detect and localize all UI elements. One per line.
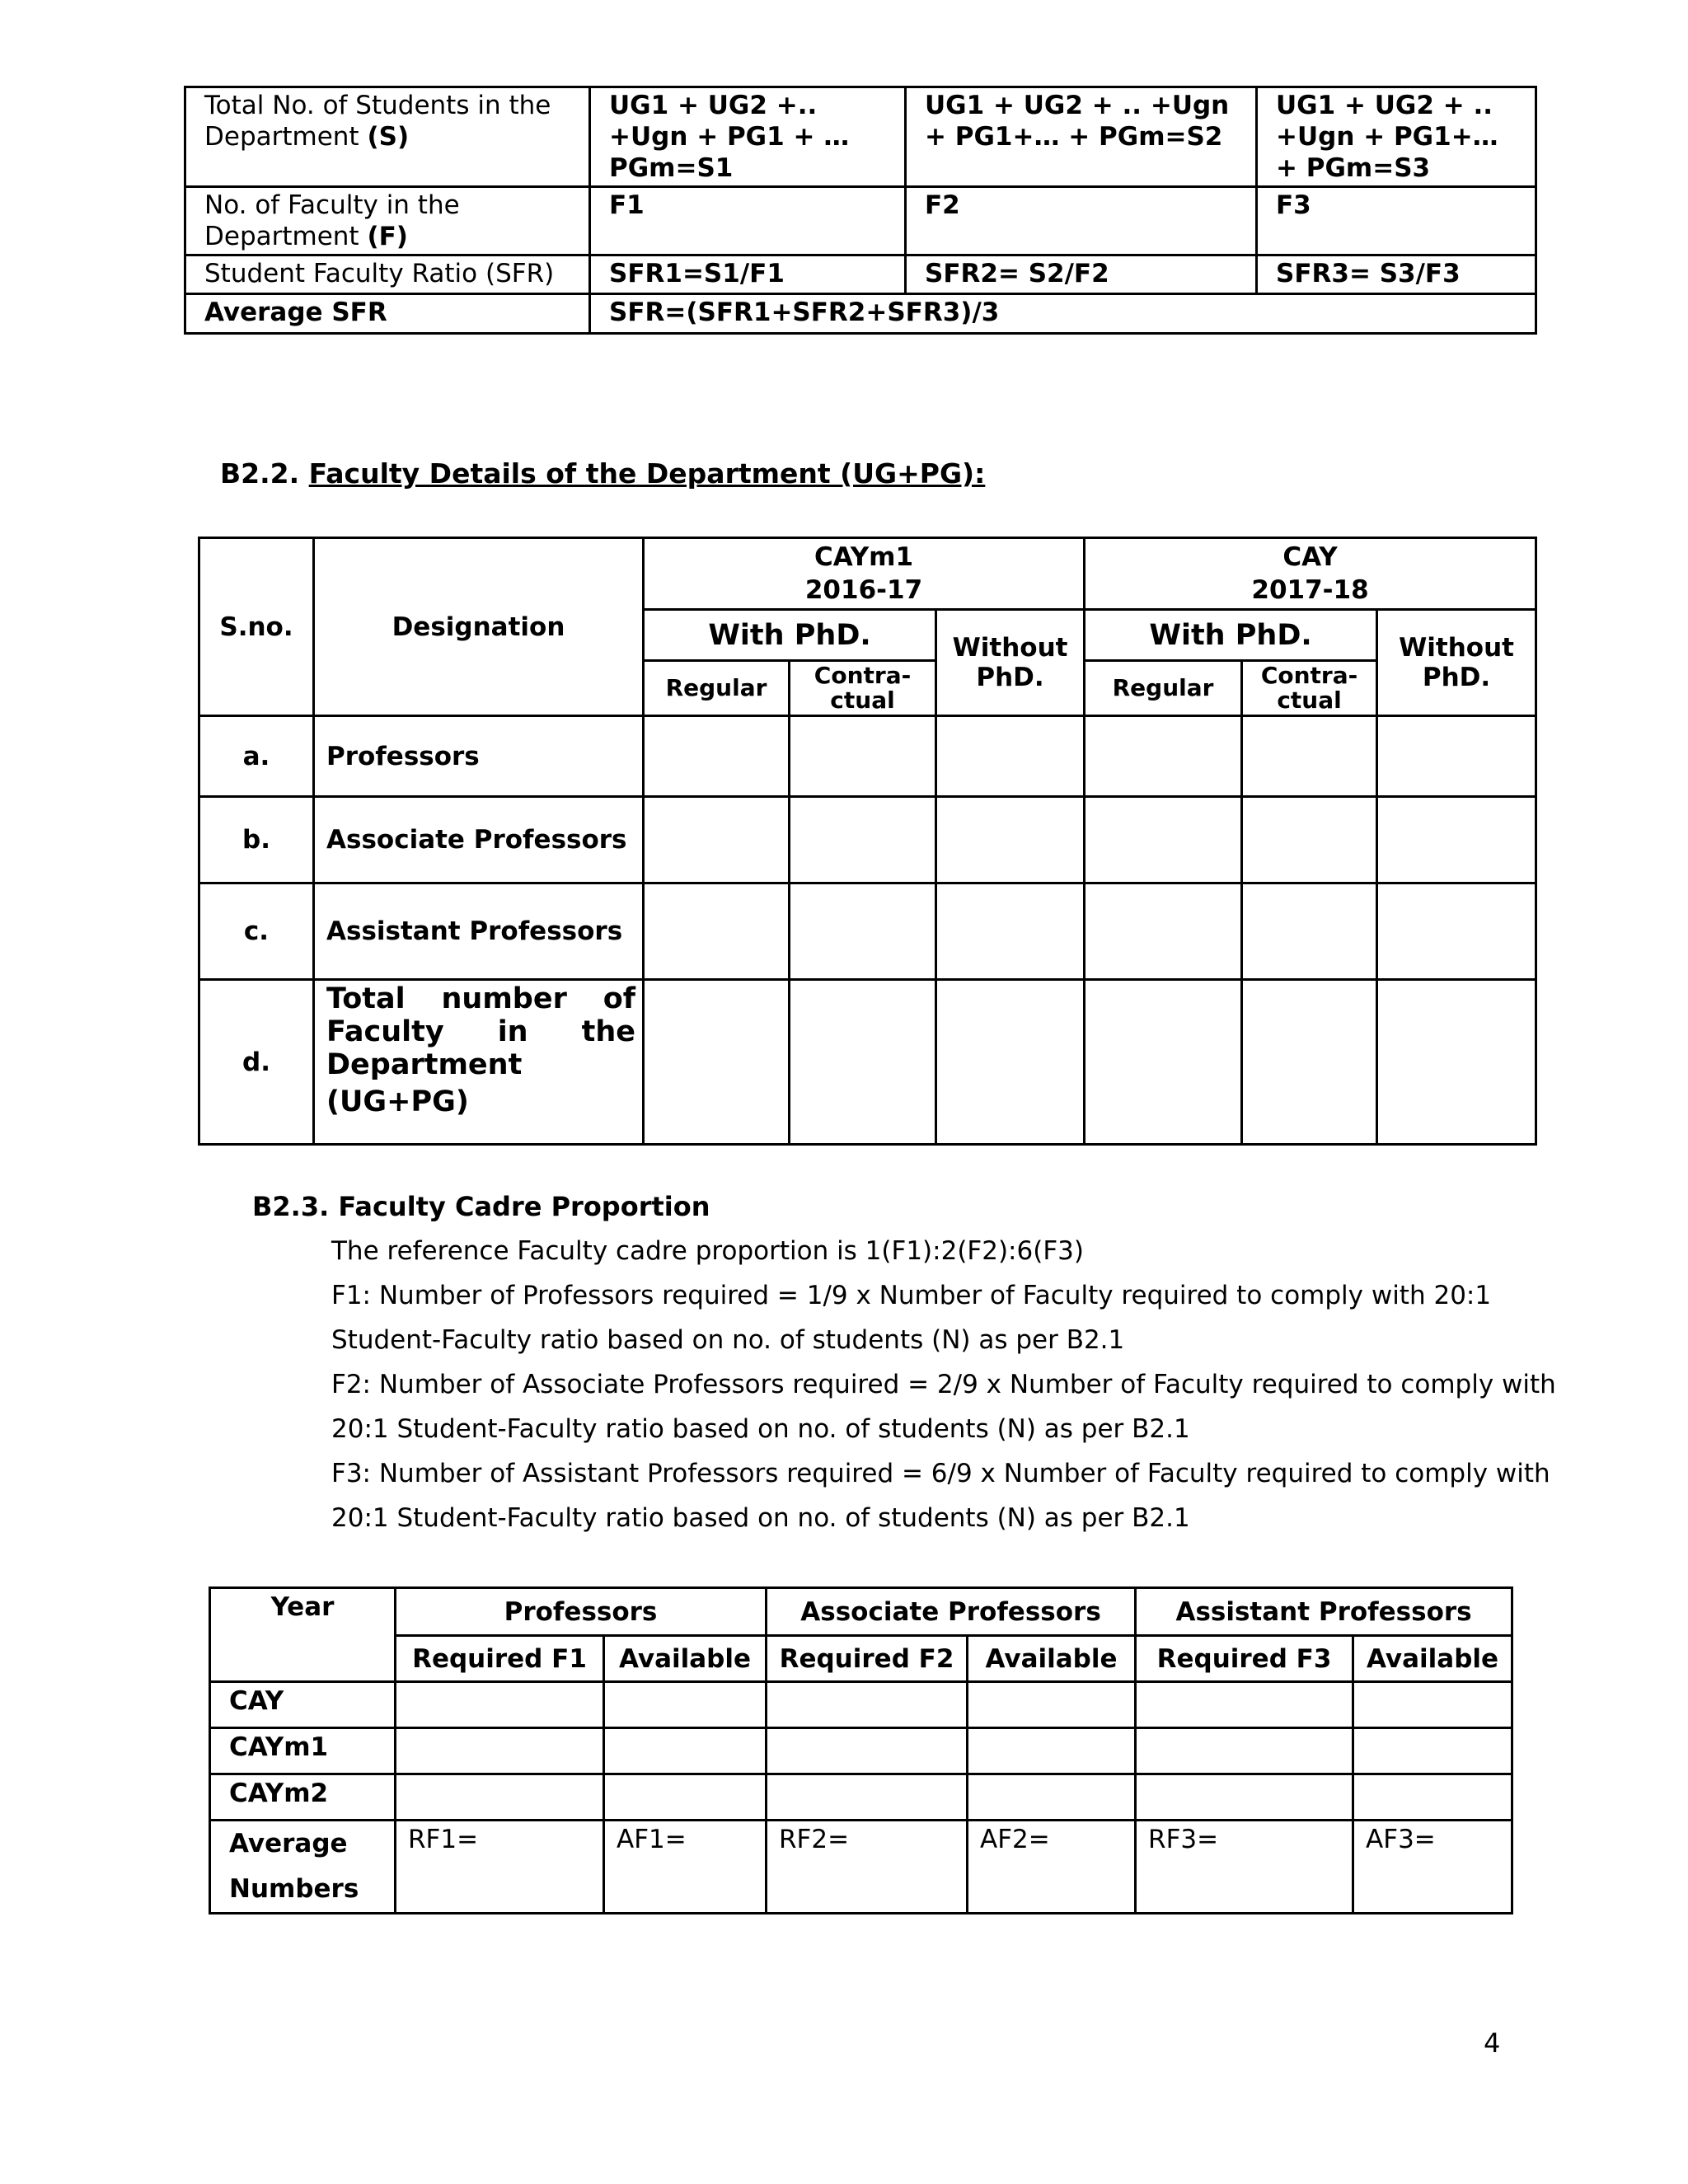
avg-rf3: RF3= xyxy=(1136,1821,1353,1914)
paragraph-line: Student-Faculty ratio based on no. of students (N) as per B2.1 xyxy=(331,1325,1125,1355)
table-row xyxy=(199,883,1536,980)
faculty-details-table xyxy=(198,537,1537,1146)
year2-with-phd: With PhD. xyxy=(1085,610,1377,661)
year2-label: CAY xyxy=(1282,542,1338,572)
year1-value: 2016-17 xyxy=(804,575,923,605)
paragraph-line: 20:1 Student-Faculty ratio based on no. of students (N) as per B2.1 xyxy=(331,1503,1190,1533)
section-b22-number: B2.2. xyxy=(220,457,300,490)
sfr-faculty-1: F1 xyxy=(590,187,906,255)
table-row xyxy=(210,1682,1512,1728)
row-sno: c. xyxy=(199,883,314,980)
sfr-average-value: SFR=(SFR1+SFR2+SFR3)/3 xyxy=(590,294,1536,334)
sfr-label-faculty: No. of Faculty in the Department (F) xyxy=(185,187,590,255)
avg-rf1: RF1= xyxy=(396,1821,604,1914)
row-sno: d. xyxy=(199,980,314,1145)
row-sno: a. xyxy=(199,716,314,797)
year1-without-phd: Without PhD. xyxy=(936,610,1085,716)
col-designation-header: Designation xyxy=(314,538,644,716)
table-row xyxy=(199,980,1536,1145)
row-average-label: Average Numbers xyxy=(210,1821,396,1914)
year1-contractual: Contra- ctual xyxy=(790,661,936,716)
subcol-required-f3: Required F3 xyxy=(1136,1636,1353,1682)
sfr-students-2: UG1 + UG2 + .. +Ugn + PG1+… + PGm=S2 xyxy=(906,87,1257,187)
row-designation: Associate Professors xyxy=(314,797,644,883)
table-row xyxy=(210,1821,1512,1914)
sfr-label-students: Total No. of Students in the Department (S) xyxy=(185,87,590,187)
avg-af1: AF1= xyxy=(604,1821,767,1914)
row-designation: Professors xyxy=(314,716,644,797)
table-row xyxy=(199,716,1536,797)
section-b22-heading xyxy=(220,457,985,490)
sfr-students-3: UG1 + UG2 + .. +Ugn + PG1+… + PGm=S3 xyxy=(1257,87,1536,187)
group-assistant-professors: Assistant Professors xyxy=(1136,1588,1512,1636)
sfr-ratio-1: SFR1=S1/F1 xyxy=(590,255,906,294)
sfr-label-ratio: Student Faculty Ratio (SFR) xyxy=(185,255,590,294)
paragraph-line: The reference Faculty cadre proportion is 1(F1):2(F2):6(F3) xyxy=(331,1236,1084,1266)
row-designation: Assistant Professors xyxy=(314,883,644,980)
paragraph-line: F1: Number of Professors required = 1/9 x Number of Faculty required to comply with 20:1 xyxy=(331,1281,1492,1310)
row-sno: b. xyxy=(199,797,314,883)
paragraph-line: F3: Number of Assistant Professors required = 6/9 x Number of Faculty required to comply with xyxy=(331,1459,1550,1488)
sfr-faculty-2: F2 xyxy=(906,187,1257,255)
section-b23-heading: B2.3. Faculty Cadre Proportion xyxy=(252,1191,710,1222)
row-year: CAY xyxy=(210,1682,396,1728)
section-b22-title: Faculty Details of the Department (UG+PG): xyxy=(308,457,986,490)
year2-value: 2017-18 xyxy=(1251,575,1369,605)
year2-header xyxy=(1085,538,1536,610)
subcol-available-1: Available xyxy=(604,1636,767,1682)
table-row xyxy=(210,1774,1512,1821)
cadre-proportion-table xyxy=(209,1586,1513,1915)
sfr-students-1: UG1 + UG2 +.. +Ugn + PG1 + …PGm=S1 xyxy=(590,87,906,187)
subcol-available-2: Available xyxy=(968,1636,1136,1682)
sfr-average-label: Average SFR xyxy=(185,294,590,334)
year1-regular: Regular xyxy=(644,661,790,716)
paragraph-line: 20:1 Student-Faculty ratio based on no. of students (N) as per B2.1 xyxy=(331,1414,1190,1444)
page-number: 4 xyxy=(1484,2027,1501,2059)
paragraph-line: F2: Number of Associate Professors required = 2/9 x Number of Faculty required to comply with xyxy=(331,1370,1556,1399)
year2-regular: Regular xyxy=(1085,661,1242,716)
year2-without-phd: Without PhD. xyxy=(1377,610,1536,716)
row-year: CAYm1 xyxy=(210,1728,396,1774)
sfr-table xyxy=(184,86,1537,335)
subcol-required-f2: Required F2 xyxy=(767,1636,968,1682)
year1-with-phd: With PhD. xyxy=(644,610,936,661)
sfr-ratio-2: SFR2= S2/F2 xyxy=(906,255,1257,294)
table-row xyxy=(210,1728,1512,1774)
sfr-faculty-3: F3 xyxy=(1257,187,1536,255)
group-professors: Professors xyxy=(396,1588,767,1636)
table-row xyxy=(199,797,1536,883)
subcol-required-f1: Required F1 xyxy=(396,1636,604,1682)
col-year-header: Year xyxy=(210,1588,396,1682)
sfr-ratio-3: SFR3= S3/F3 xyxy=(1257,255,1536,294)
group-associate-professors: Associate Professors xyxy=(767,1588,1136,1636)
year1-header xyxy=(644,538,1085,610)
row-year: CAYm2 xyxy=(210,1774,396,1821)
row-designation: Total number of Faculty in the Department (UG+PG) xyxy=(314,980,644,1145)
col-sno-header: S.no. xyxy=(199,538,314,716)
avg-af2: AF2= xyxy=(968,1821,1136,1914)
avg-af3: AF3= xyxy=(1353,1821,1512,1914)
year1-label: CAYm1 xyxy=(814,542,914,572)
subcol-available-3: Available xyxy=(1353,1636,1512,1682)
year2-contractual: Contra- ctual xyxy=(1242,661,1377,716)
avg-rf2: RF2= xyxy=(767,1821,968,1914)
